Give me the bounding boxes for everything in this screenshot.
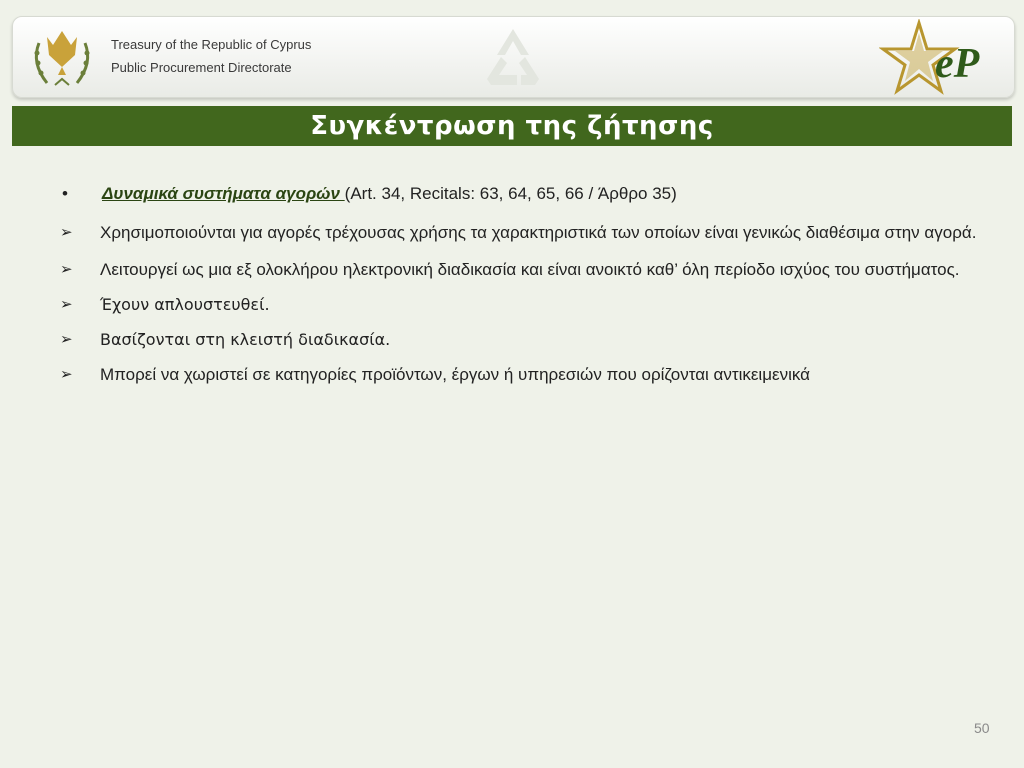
- dynamic-systems-link[interactable]: Δυναμικά συστήματα αγορών: [102, 184, 345, 203]
- list-item-text: Λειτουργεί ως μια εξ ολοκλήρου ηλεκτρονική διαδικασία και είναι ανοικτό καθ’ όλη περίοδο ισχύος του συστήματος.: [100, 260, 960, 279]
- ep-logo-icon: [879, 19, 1001, 95]
- arrow-bullet-icon: ➢: [60, 366, 73, 383]
- organization-name: [111, 33, 311, 79]
- page-title: Συγκέντρωση της ζήτησης: [310, 111, 714, 141]
- header-banner: [12, 16, 1015, 98]
- lead-item: [60, 180, 980, 207]
- list-item-text: Μπορεί να χωριστεί σε κατηγορίες προϊόντων, έργων ή υπηρεσιών που ορίζονται αντικειμενικά: [100, 365, 810, 384]
- ep-logo-text: eP: [935, 41, 980, 87]
- arrow-bullet-icon: ➢: [60, 331, 73, 348]
- arrow-bullet-icon: ➢: [60, 296, 73, 313]
- list-item: [60, 256, 980, 283]
- bullet-list: [60, 180, 980, 388]
- arrow-bullet-icon: ➢: [60, 224, 73, 241]
- recycle-watermark-icon: [473, 23, 553, 91]
- list-item-text: Βασίζονται στη κλειστή διαδικασία.: [100, 330, 391, 349]
- list-item: [60, 219, 980, 246]
- title-bar: [12, 106, 1012, 146]
- list-item: [60, 326, 980, 353]
- bullet-marker: •: [62, 184, 68, 203]
- arrow-bullet-icon: ➢: [60, 261, 73, 278]
- list-item-text: Χρησιμοποιούνται για αγορές τρέχουσας χρήσης τα χαρακτηριστικά των οποίων είναι γενικώς διαθέσιμα στην αγορά.: [100, 223, 977, 242]
- list-item: [60, 361, 980, 388]
- lead-reference: (Art. 34, Recitals: 63, 64, 65, 66 / Άρθρο 35): [344, 184, 677, 203]
- list-item: [60, 291, 980, 318]
- page-number: 50: [974, 720, 990, 736]
- org-line-2: Public Procurement Directorate: [111, 60, 292, 75]
- cyprus-emblem-icon: [25, 23, 99, 93]
- list-item-text: Έχουν απλουστευθεί.: [100, 295, 270, 314]
- org-line-1: Treasury of the Republic of Cyprus: [111, 37, 312, 52]
